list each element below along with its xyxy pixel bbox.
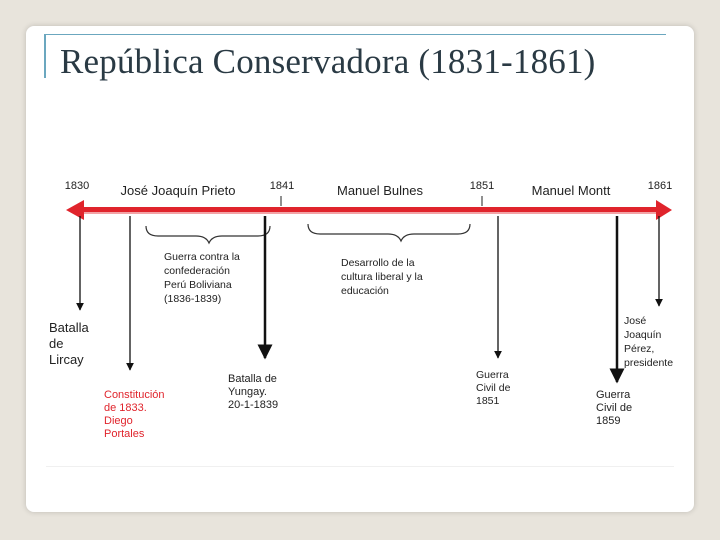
event-jose-joaquin-perez: José Joaquín Pérez, presidente [624, 315, 674, 369]
president-prieto: José Joaquín Prieto [120, 183, 236, 198]
note-desarrollo-cultura: Desarrollo de la cultura liberal y la educación [341, 257, 423, 297]
note-guerra-confederacion: Guerra contra la confederación Perú Boliviana (1836-1839) [164, 251, 240, 305]
year-1851: 1851 [469, 180, 495, 192]
event-batalla-yungay: Batalla de Yungay. 20-1-1839 [228, 373, 279, 411]
year-1830: 1830 [64, 180, 90, 192]
year-1861: 1861 [647, 180, 673, 192]
brace-desarrollo [308, 224, 470, 241]
page-title: República Conservadora (1831-1861) [60, 42, 596, 81]
event-constitucion-1833: Constitución de 1833. Diego Portales [104, 389, 165, 440]
president-montt: Manuel Montt [531, 183, 611, 198]
footer-rule [46, 466, 674, 467]
president-bulnes: Manuel Bulnes [337, 183, 423, 198]
event-guerra-civil-1851: Guerra Civil de 1851 [476, 369, 511, 407]
event-guerra-civil-1859: Guerra Civil de 1859 [596, 389, 633, 427]
event-batalla-lircay: Batalla de Lircay [49, 320, 89, 367]
brace-guerra [146, 226, 270, 243]
year-1841: 1841 [269, 180, 295, 192]
timeline-diagram [26, 26, 694, 512]
timeline-axis [66, 200, 672, 220]
slide [26, 26, 694, 512]
